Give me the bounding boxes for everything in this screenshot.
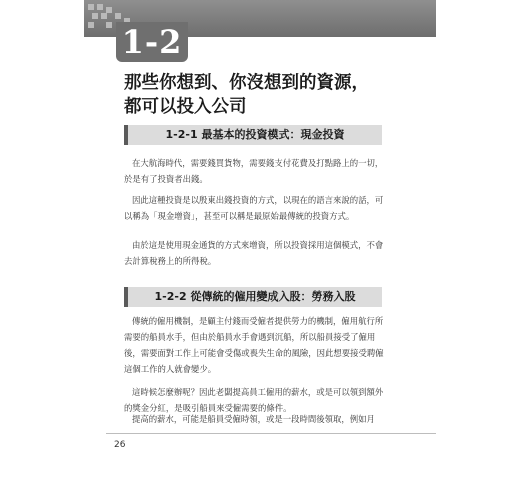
paragraph: 由於這是使用現金通貨的方式來增資，所以投資採用這個模式，不會去計算稅務上的所得稅。 [124,240,384,266]
footer-divider [106,433,436,434]
paragraph: 提高的薪水，可能是船員受僱時領，或是一段時間後領取，例如月 [132,414,375,424]
section-heading: 1-2-1 最基本的投資模式：現金投資 [165,128,345,141]
paragraph: 傳統的僱用機制，是顧主付錢而受僱者提供勞力的機制，僱用航行所需要的船員水手，但由於船員水手會遇到沉船，所以船員接受了僱用後，需要面對工作上可能會受傷或喪失生命的風險，因此想要接受聘僱這個工作的人就會變少。 [124,316,384,374]
section-heading: 1-2-2 從傳統的僱用變成入股：勞務入股 [154,290,356,303]
chapter-number: 1-2 [121,23,183,61]
paragraph: 在大航海時代，需要錢買貨物，需要錢支付花費及打點路上的一切，於是有了投資者出錢。 [124,158,384,184]
chapter-tab [116,22,188,62]
page-title [124,71,444,119]
paragraph: 因此這種投資是以殷東出錢投資的方式，以現在的語言來說的話，可以稱為「現金增資」，甚至可以稱是最原始最傳統的投資方式。 [124,195,384,221]
page-number: 26 [114,440,126,450]
section-heading-bar [124,287,382,307]
title-line-2: 都可以投入公司 [124,97,247,117]
section-heading-bar [124,125,382,145]
title-line-1: 那些你想到、你沒想到的資源， [124,73,369,93]
paragraph: 這時候怎麼辦呢？因此老闆提高員工僱用的薪水，或是可以領到額外的獎金分紅，是吸引船員來受僱需要的條件。 [124,387,384,413]
